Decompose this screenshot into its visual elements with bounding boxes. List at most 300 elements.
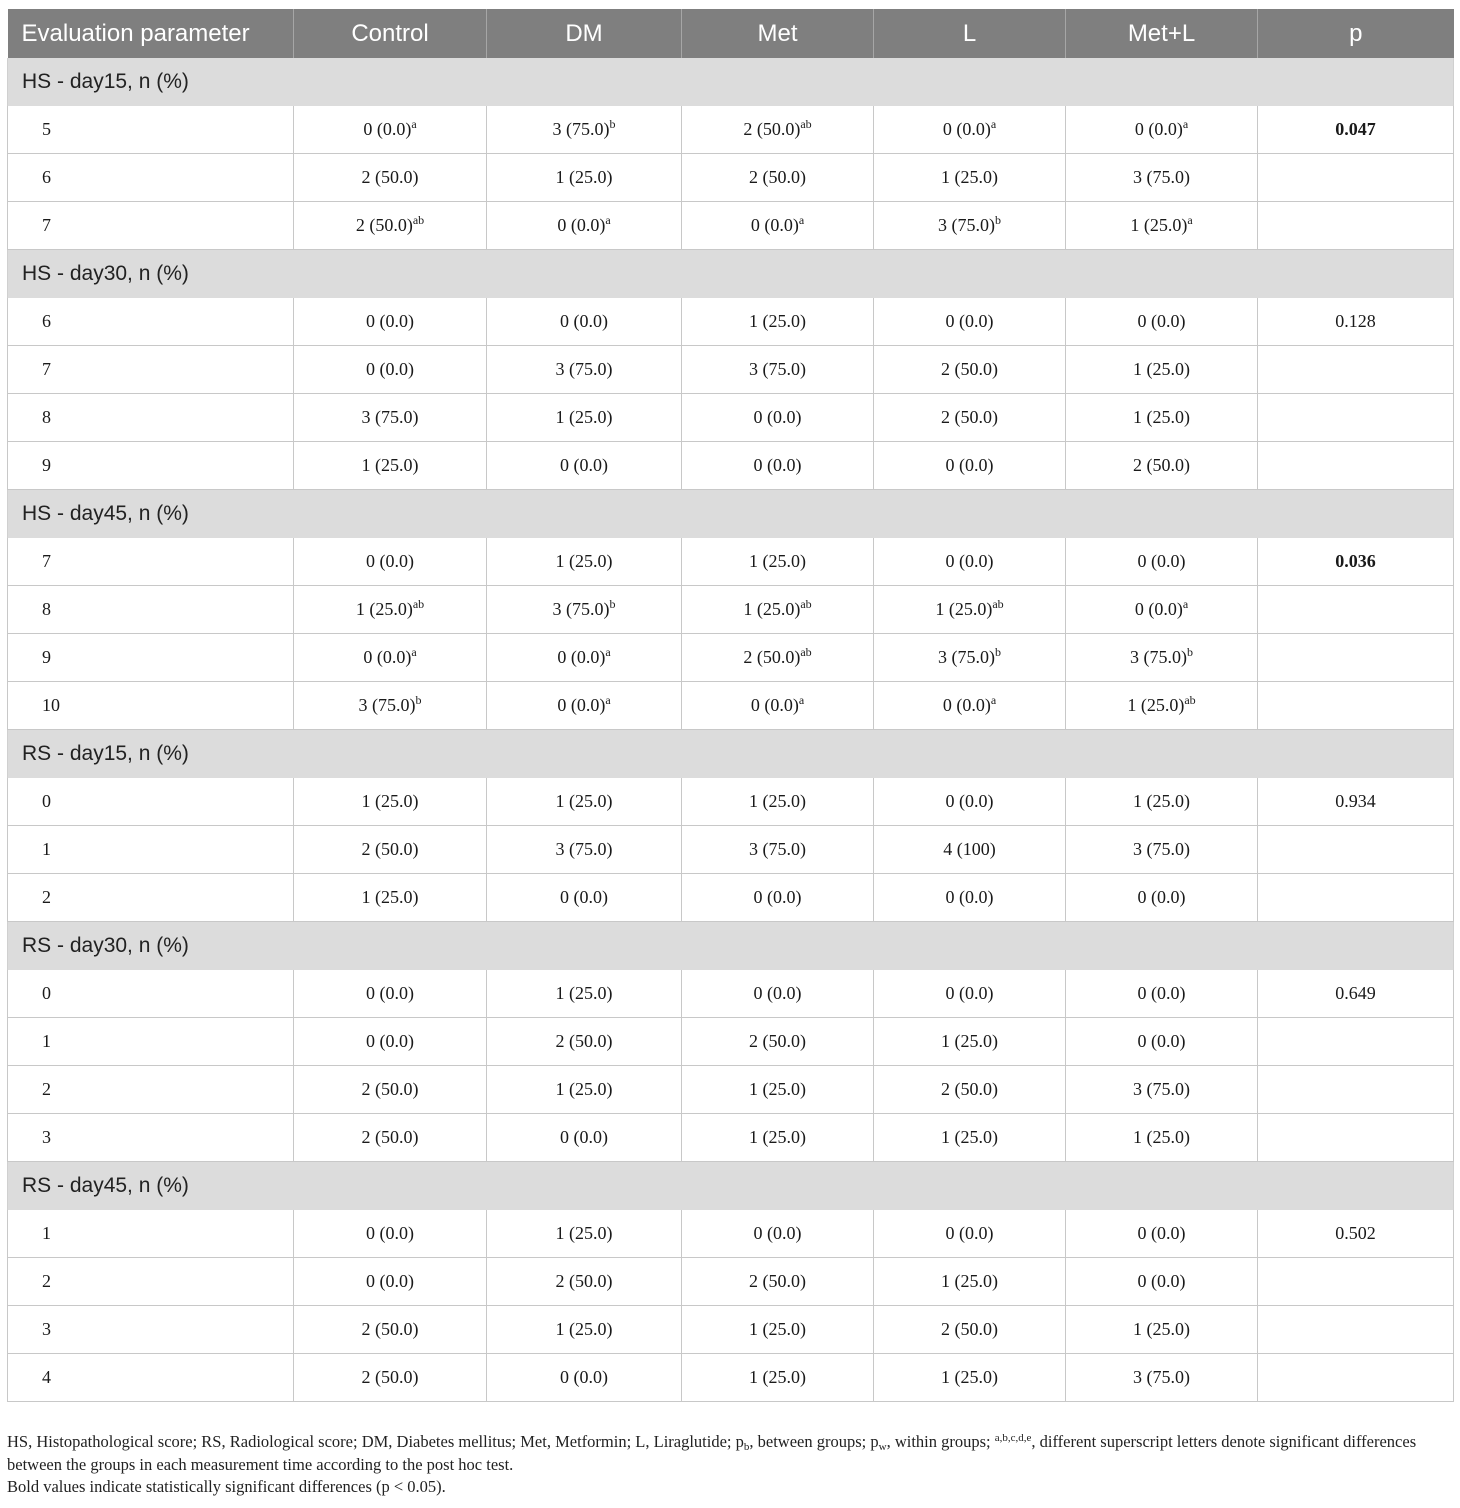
cell-value: 0 (0.0) — [1134, 119, 1183, 139]
cell-value: 2 (50.0) — [941, 407, 998, 427]
row-score-label: 1 — [8, 826, 294, 874]
table-row — [8, 1018, 1454, 1066]
cell-dm — [487, 394, 682, 442]
cell-value: 0 (0.0) — [942, 119, 991, 139]
cell-value: 3 (75.0) — [749, 839, 806, 859]
cell-dm — [487, 682, 682, 730]
cell-control — [294, 346, 487, 394]
cell-value: 0 (0.0) — [366, 983, 414, 1003]
table-row — [8, 1114, 1454, 1162]
cell-value: 1 (25.0) — [555, 551, 613, 571]
cell-value: 0 (0.0) — [1137, 1271, 1186, 1291]
header-met-l: Met+L — [1066, 9, 1258, 58]
cell-p-value — [1258, 154, 1454, 202]
header-p: p — [1258, 9, 1454, 58]
cell-l — [874, 1306, 1066, 1354]
row-score-label: 8 — [8, 586, 294, 634]
cell-dm — [487, 1210, 682, 1258]
section-title: RS - day15, n (%) — [8, 730, 1454, 779]
cell-l — [874, 826, 1066, 874]
cell-control — [294, 634, 487, 682]
cell-dm — [487, 874, 682, 922]
cell-p-value — [1258, 1018, 1454, 1066]
header-evaluation-parameter: Evaluation parameter — [8, 9, 294, 58]
cell-value: 0 (0.0) — [560, 455, 608, 475]
cell-value: 0 (0.0) — [945, 1223, 994, 1243]
table-row — [8, 970, 1454, 1018]
cell-value: 3 (75.0) — [555, 839, 613, 859]
cell-value: 1 (25.0) — [749, 551, 806, 571]
cell-p-value — [1258, 682, 1454, 730]
section-header-row — [8, 730, 1454, 779]
cell-l — [874, 874, 1066, 922]
row-score-label: 5 — [8, 106, 294, 154]
cell-control — [294, 826, 487, 874]
cell-value: 2 (50.0) — [749, 167, 806, 187]
row-score-label: 3 — [8, 1306, 294, 1354]
cell-value: 0 (0.0) — [942, 695, 991, 715]
cell-value: 0 (0.0) — [560, 1127, 608, 1147]
cell-dm — [487, 442, 682, 490]
cell-value: 1 (25.0) — [555, 791, 613, 811]
cell-p-value — [1258, 1306, 1454, 1354]
cell-met-l — [1066, 1114, 1258, 1162]
table-row — [8, 874, 1454, 922]
cell-met — [682, 538, 874, 586]
cell-l — [874, 106, 1066, 154]
cell-dm — [487, 586, 682, 634]
cell-value: 1 (25.0) — [941, 1127, 998, 1147]
cell-value: 0 (0.0) — [560, 311, 608, 331]
cell-p-value — [1258, 1354, 1454, 1402]
cell-value: 1 (25.0) — [1130, 215, 1188, 235]
cell-l — [874, 346, 1066, 394]
superscript-letter: ab — [412, 213, 425, 227]
cell-dm — [487, 346, 682, 394]
row-score-label: 10 — [8, 682, 294, 730]
cell-value: 2 (50.0) — [749, 1031, 806, 1051]
cell-value: 3 (75.0) — [361, 407, 419, 427]
cell-l — [874, 1066, 1066, 1114]
cell-dm — [487, 970, 682, 1018]
cell-dm — [487, 1114, 682, 1162]
cell-l — [874, 1114, 1066, 1162]
table-row — [8, 346, 1454, 394]
cell-value: 2 (50.0) — [361, 1079, 419, 1099]
table-row — [8, 394, 1454, 442]
cell-met — [682, 634, 874, 682]
cell-value: 0 (0.0) — [366, 1031, 414, 1051]
cell-p-value — [1258, 346, 1454, 394]
cell-dm — [487, 538, 682, 586]
footnote-text: HS, Histopathological score; RS, Radiological score; DM, Diabetes mellitus; Met, Metformin; L, Liraglutide; p — [7, 1432, 744, 1451]
cell-met — [682, 826, 874, 874]
cell-dm — [487, 778, 682, 826]
cell-l — [874, 970, 1066, 1018]
cell-p-value: 0.036 — [1258, 538, 1454, 586]
table-row — [8, 202, 1454, 250]
cell-p-value: 0.649 — [1258, 970, 1454, 1018]
cell-met-l — [1066, 154, 1258, 202]
table-row — [8, 826, 1454, 874]
cell-value: 0 (0.0) — [1137, 1223, 1186, 1243]
cell-control — [294, 1066, 487, 1114]
cell-value: 1 (25.0) — [749, 1319, 806, 1339]
cell-value: 1 (25.0) — [743, 599, 801, 619]
cell-met-l — [1066, 778, 1258, 826]
cell-value: 1 (25.0) — [555, 1319, 613, 1339]
cell-value: 0 (0.0) — [753, 887, 802, 907]
cell-value: 0 (0.0) — [945, 983, 994, 1003]
table-row — [8, 538, 1454, 586]
cell-value: 3 (75.0) — [552, 599, 610, 619]
table-row — [8, 298, 1454, 346]
cell-value: 1 (25.0) — [1133, 791, 1190, 811]
cell-value: 1 (25.0) — [1133, 1127, 1190, 1147]
table-row — [8, 1354, 1454, 1402]
cell-control — [294, 106, 487, 154]
cell-p-value — [1258, 874, 1454, 922]
row-score-label: 1 — [8, 1018, 294, 1066]
footnote-subscript-w: w — [878, 1441, 887, 1453]
row-score-label: 1 — [8, 1210, 294, 1258]
cell-value: 4 (100) — [943, 839, 996, 859]
cell-value: 3 (75.0) — [1133, 1367, 1190, 1387]
superscript-letter: ab — [992, 597, 1004, 611]
cell-value: 3 (75.0) — [358, 695, 416, 715]
cell-met-l — [1066, 442, 1258, 490]
cell-value: 1 (25.0) — [941, 1367, 998, 1387]
cell-value: 1 (25.0) — [555, 1079, 613, 1099]
superscript-letter: ab — [800, 597, 812, 611]
cell-value: 1 (25.0) — [941, 1271, 998, 1291]
cell-p-value — [1258, 442, 1454, 490]
cell-control — [294, 298, 487, 346]
row-score-label: 2 — [8, 1258, 294, 1306]
cell-value: 1 (25.0) — [749, 311, 806, 331]
section-title: HS - day30, n (%) — [8, 250, 1454, 299]
row-score-label: 2 — [8, 874, 294, 922]
cell-value: 0 (0.0) — [753, 983, 802, 1003]
cell-value: 1 (25.0) — [749, 1079, 806, 1099]
superscript-letter: ab — [800, 645, 812, 659]
superscript-letter: b — [609, 117, 616, 131]
cell-value: 3 (75.0) — [938, 647, 995, 667]
cell-met-l — [1066, 1258, 1258, 1306]
table-header-row — [8, 9, 1454, 58]
table-row — [8, 682, 1454, 730]
row-score-label: 3 — [8, 1114, 294, 1162]
cell-value: 0 (0.0) — [1137, 983, 1186, 1003]
cell-value: 2 (50.0) — [749, 1271, 806, 1291]
cell-control — [294, 682, 487, 730]
cell-met — [682, 1210, 874, 1258]
cell-value: 3 (75.0) — [938, 215, 995, 235]
cell-met — [682, 682, 874, 730]
cell-control — [294, 1306, 487, 1354]
cell-value: 1 (25.0) — [355, 599, 413, 619]
cell-control — [294, 1210, 487, 1258]
row-score-label: 6 — [8, 298, 294, 346]
cell-value: 3 (75.0) — [749, 359, 806, 379]
cell-l — [874, 1354, 1066, 1402]
cell-l — [874, 394, 1066, 442]
section-header-row — [8, 922, 1454, 971]
footnote-subscript-b: b — [743, 1441, 750, 1453]
cell-p-value — [1258, 394, 1454, 442]
cell-met-l — [1066, 826, 1258, 874]
cell-value: 0 (0.0) — [363, 647, 412, 667]
cell-value: 1 (25.0) — [555, 407, 613, 427]
cell-value: 1 (25.0) — [941, 1031, 998, 1051]
table-footnote — [7, 1431, 1457, 1499]
row-score-label: 9 — [8, 442, 294, 490]
cell-l — [874, 538, 1066, 586]
cell-l — [874, 1018, 1066, 1066]
table-row — [8, 1066, 1454, 1114]
cell-value: 1 (25.0) — [1133, 407, 1190, 427]
cell-met-l — [1066, 586, 1258, 634]
cell-value: 3 (75.0) — [1133, 1079, 1190, 1099]
cell-value: 3 (75.0) — [1130, 647, 1187, 667]
cell-value: 0 (0.0) — [945, 551, 994, 571]
superscript-letter: a — [1182, 597, 1189, 611]
cell-met — [682, 1018, 874, 1066]
cell-met-l — [1066, 1354, 1258, 1402]
cell-met-l — [1066, 1306, 1258, 1354]
cell-dm — [487, 202, 682, 250]
cell-p-value — [1258, 202, 1454, 250]
cell-met-l — [1066, 538, 1258, 586]
cell-p-value: 0.934 — [1258, 778, 1454, 826]
superscript-letter: b — [995, 213, 1001, 227]
cell-met-l — [1066, 1018, 1258, 1066]
cell-met-l — [1066, 1066, 1258, 1114]
cell-value: 0 (0.0) — [560, 1367, 608, 1387]
superscript-letter: a — [1182, 117, 1189, 131]
cell-p-value — [1258, 826, 1454, 874]
cell-met — [682, 874, 874, 922]
cell-value: 1 (25.0) — [555, 983, 613, 1003]
table-row — [8, 586, 1454, 634]
cell-value: 0 (0.0) — [366, 311, 414, 331]
cell-met — [682, 1354, 874, 1402]
table-row — [8, 106, 1454, 154]
cell-value: 0 (0.0) — [366, 359, 414, 379]
table-row — [8, 1306, 1454, 1354]
cell-l — [874, 202, 1066, 250]
cell-control — [294, 778, 487, 826]
cell-value: 1 (25.0) — [749, 1367, 806, 1387]
footnote-text: , different superscript letters denote significant differences between the groups in each measurement time according to the post hoc test. — [7, 1432, 1417, 1474]
table-row — [8, 778, 1454, 826]
header-met: Met — [682, 9, 874, 58]
cell-value: 2 (50.0) — [555, 1271, 613, 1291]
cell-l — [874, 682, 1066, 730]
cell-dm — [487, 298, 682, 346]
cell-dm — [487, 1258, 682, 1306]
section-header-row — [8, 58, 1454, 106]
section-header-row — [8, 490, 1454, 539]
results-table — [7, 9, 1454, 1402]
cell-control — [294, 1354, 487, 1402]
cell-value: 0 (0.0) — [557, 215, 606, 235]
cell-value: 0 (0.0) — [945, 311, 994, 331]
cell-value: 1 (25.0) — [555, 1223, 613, 1243]
cell-dm — [487, 826, 682, 874]
cell-met-l — [1066, 394, 1258, 442]
cell-value: 2 (50.0) — [743, 647, 801, 667]
cell-control — [294, 154, 487, 202]
table-row — [8, 634, 1454, 682]
row-score-label: 7 — [8, 346, 294, 394]
cell-control — [294, 586, 487, 634]
cell-met — [682, 1114, 874, 1162]
cell-value: 3 (75.0) — [1133, 839, 1190, 859]
superscript-letter: ab — [412, 597, 425, 611]
superscript-letter: ab — [800, 117, 812, 131]
cell-met — [682, 202, 874, 250]
cell-met — [682, 394, 874, 442]
cell-value: 1 (25.0) — [749, 1127, 806, 1147]
cell-control — [294, 1258, 487, 1306]
cell-met-l — [1066, 682, 1258, 730]
superscript-letter: a — [605, 645, 611, 659]
cell-p-value — [1258, 1114, 1454, 1162]
cell-value: 1 (25.0) — [361, 887, 419, 907]
cell-met — [682, 1306, 874, 1354]
row-score-label: 8 — [8, 394, 294, 442]
cell-value: 3 (75.0) — [552, 119, 610, 139]
superscript-letter: a — [411, 117, 417, 131]
cell-value: 0 (0.0) — [1137, 551, 1186, 571]
cell-p-value — [1258, 634, 1454, 682]
cell-met-l — [1066, 970, 1258, 1018]
superscript-letter: a — [798, 693, 805, 707]
cell-value: 2 (50.0) — [941, 359, 998, 379]
cell-value: 1 (25.0) — [555, 167, 613, 187]
header-dm: DM — [487, 9, 682, 58]
cell-p-value: 0.502 — [1258, 1210, 1454, 1258]
row-score-label: 2 — [8, 1066, 294, 1114]
cell-value: 0 (0.0) — [750, 695, 799, 715]
cell-p-value — [1258, 1258, 1454, 1306]
cell-met — [682, 154, 874, 202]
cell-met — [682, 442, 874, 490]
cell-dm — [487, 1354, 682, 1402]
cell-control — [294, 394, 487, 442]
superscript-letter: b — [415, 693, 422, 707]
cell-value: 2 (50.0) — [361, 839, 419, 859]
superscript-letter: a — [411, 645, 417, 659]
superscript-letter: a — [798, 213, 805, 227]
section-header-row — [8, 1162, 1454, 1211]
row-score-label: 0 — [8, 970, 294, 1018]
cell-value: 2 (50.0) — [361, 167, 419, 187]
table-row — [8, 442, 1454, 490]
cell-value: 0 (0.0) — [945, 887, 994, 907]
cell-met — [682, 586, 874, 634]
superscript-letter: ab — [1184, 693, 1196, 707]
cell-value: 0 (0.0) — [750, 215, 799, 235]
cell-value: 3 (75.0) — [1133, 167, 1190, 187]
cell-p-value: 0.128 — [1258, 298, 1454, 346]
footnote-superscript-letters: a,b,c,d,e — [994, 1432, 1032, 1444]
cell-met — [682, 970, 874, 1018]
cell-met-l — [1066, 874, 1258, 922]
cell-met — [682, 106, 874, 154]
header-l: L — [874, 9, 1066, 58]
cell-control — [294, 202, 487, 250]
cell-value: 0 (0.0) — [1134, 599, 1183, 619]
cell-value: 0 (0.0) — [366, 1223, 414, 1243]
superscript-letter: a — [990, 693, 997, 707]
row-score-label: 4 — [8, 1354, 294, 1402]
cell-l — [874, 1210, 1066, 1258]
cell-value: 1 (25.0) — [1133, 359, 1190, 379]
cell-l — [874, 1258, 1066, 1306]
cell-l — [874, 154, 1066, 202]
superscript-letter: a — [1187, 213, 1193, 227]
footnote-text: , within groups; — [886, 1432, 995, 1451]
cell-value: 0 (0.0) — [753, 407, 802, 427]
cell-value: 0 (0.0) — [945, 791, 994, 811]
cell-value: 1 (25.0) — [941, 167, 998, 187]
cell-l — [874, 634, 1066, 682]
cell-met-l — [1066, 202, 1258, 250]
superscript-letter: a — [605, 693, 611, 707]
cell-value: 0 (0.0) — [753, 1223, 802, 1243]
cell-control — [294, 874, 487, 922]
cell-control — [294, 1018, 487, 1066]
cell-p-value: 0.047 — [1258, 106, 1454, 154]
cell-value: 0 (0.0) — [1137, 1031, 1186, 1051]
cell-value: 0 (0.0) — [366, 551, 414, 571]
cell-value: 0 (0.0) — [560, 887, 608, 907]
superscript-letter: a — [990, 117, 997, 131]
cell-control — [294, 970, 487, 1018]
cell-l — [874, 586, 1066, 634]
cell-p-value — [1258, 1066, 1454, 1114]
footnote-abbreviations — [7, 1431, 1457, 1476]
cell-value: 3 (75.0) — [555, 359, 613, 379]
table-body — [8, 58, 1454, 1402]
superscript-letter: a — [605, 213, 611, 227]
footnote-bold-note: Bold values indicate statistically significant differences (p < 0.05). — [7, 1477, 446, 1496]
cell-met-l — [1066, 106, 1258, 154]
cell-p-value — [1258, 586, 1454, 634]
cell-control — [294, 538, 487, 586]
row-score-label: 6 — [8, 154, 294, 202]
cell-value: 1 (25.0) — [361, 791, 419, 811]
cell-value: 2 (50.0) — [361, 1127, 419, 1147]
cell-value: 1 (25.0) — [1133, 1319, 1190, 1339]
cell-dm — [487, 1306, 682, 1354]
cell-l — [874, 778, 1066, 826]
cell-value: 2 (50.0) — [743, 119, 801, 139]
row-score-label: 7 — [8, 202, 294, 250]
cell-l — [874, 442, 1066, 490]
cell-value: 2 (50.0) — [555, 1031, 613, 1051]
cell-met — [682, 1258, 874, 1306]
cell-met — [682, 298, 874, 346]
cell-met — [682, 1066, 874, 1114]
cell-dm — [487, 154, 682, 202]
cell-l — [874, 298, 1066, 346]
cell-met — [682, 778, 874, 826]
cell-dm — [487, 634, 682, 682]
cell-value: 2 (50.0) — [1133, 455, 1190, 475]
